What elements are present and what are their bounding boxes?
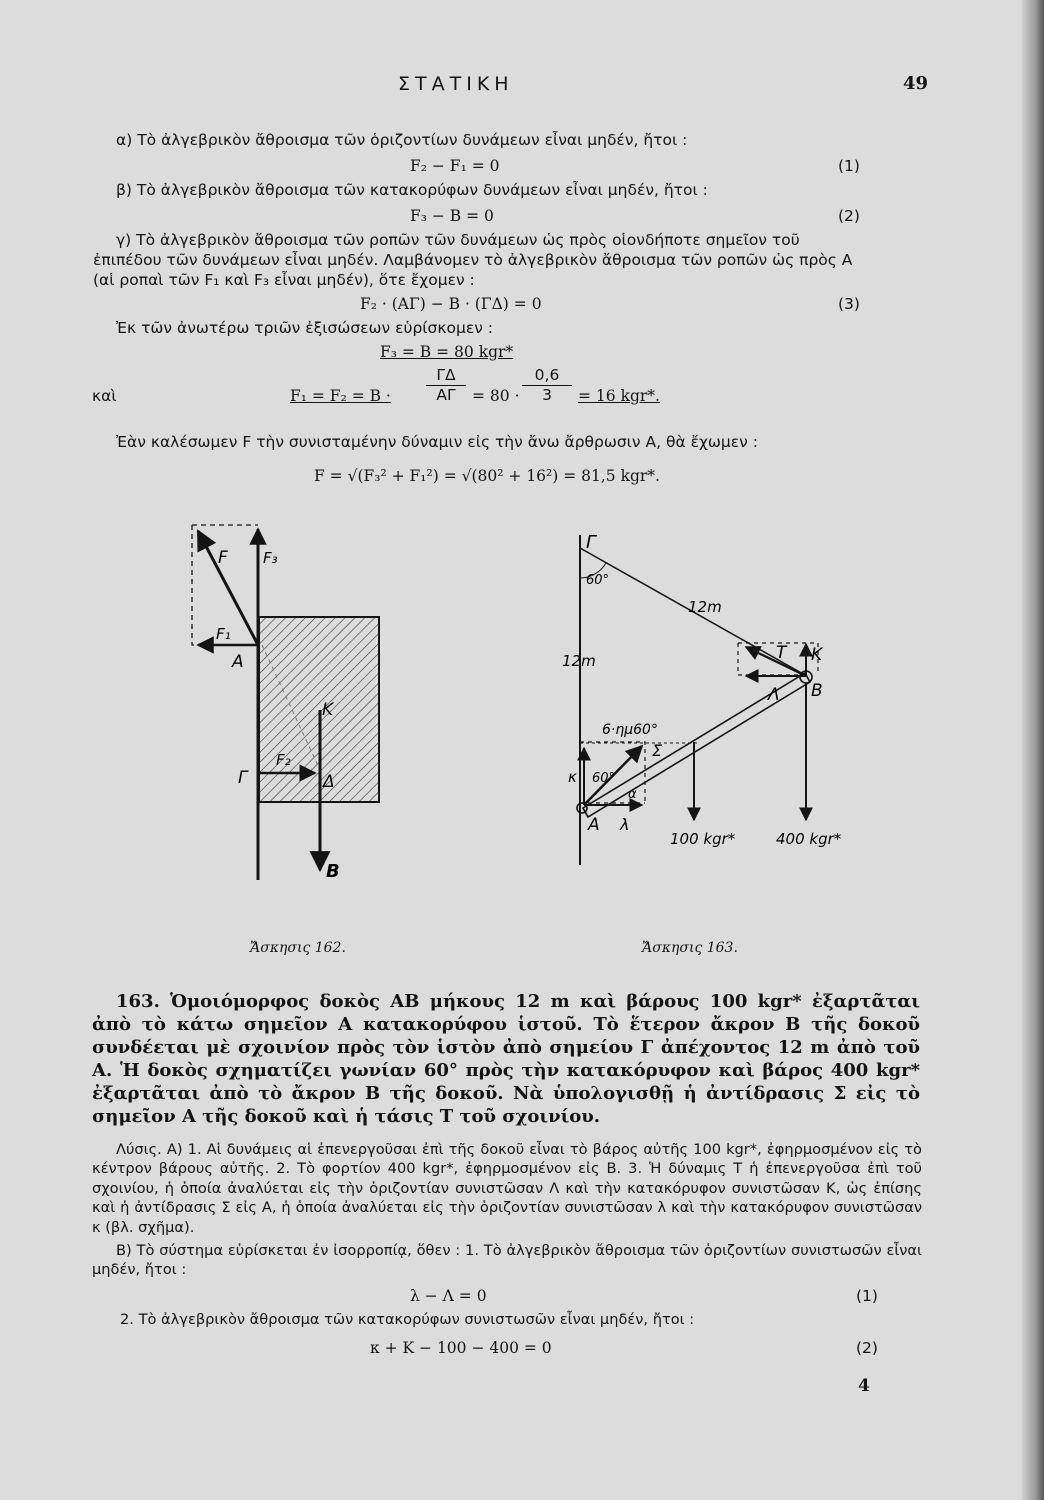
figure-163: [550, 520, 870, 870]
label-length-12m-mast: 12m: [562, 652, 596, 670]
caption-162: Ἄσκησις 162.: [250, 940, 346, 956]
page-spine-shadow: [1022, 0, 1044, 1500]
label-a: A: [588, 815, 600, 835]
solution-equation-1: λ − Λ = 0: [410, 1287, 487, 1305]
label-f3: F₃: [263, 549, 278, 567]
result-f3-b: F₃ = B = 80 kgr*: [380, 343, 514, 361]
caption-163: Ἄσκησις 163.: [642, 940, 738, 956]
result-f1-f2-mid: = 80 ·: [472, 387, 520, 405]
page-number: 49: [903, 73, 929, 94]
solution-paragraph-2: B) Τὸ σύστημα εὑρίσκεται ἐν ἰσορροπίᾳ, ὅθεν : 1. Τὸ ἀλγεβρικὸν ἄθροισμα τῶν ὁριζοντίων συνιστωσῶν εἶναι μηδέν, ἤτοι :: [92, 1242, 922, 1279]
result-f1-f2-right: = 16 kgr*.: [578, 387, 660, 405]
label-length-12m-rope: 12m: [688, 598, 722, 616]
solution-equation-1-number: (1): [856, 1287, 878, 1305]
text-resultant: Ἐὰν καλέσωμεν F τὴν συνισταμένην δύναμιν εἰς τὴν ἄνω ἄρθρωσιν A, θὰ ἔχωμεν :: [116, 433, 758, 451]
fraction-2-denominator: 3: [522, 385, 572, 404]
word-and: καὶ: [92, 387, 117, 405]
label-angle-60-bottom: 60°: [592, 771, 616, 786]
label-f: F: [218, 548, 228, 568]
problem-number: 163.: [116, 991, 160, 1012]
label-sigma: Σ: [652, 741, 663, 760]
label-b: B: [811, 681, 823, 701]
label-gamma: Γ: [586, 532, 597, 553]
label-alpha: α: [628, 787, 637, 802]
fraction-2: [522, 366, 572, 404]
signature-mark: 4: [858, 1376, 870, 1396]
label-t: T: [776, 643, 787, 663]
fraction-1-denominator: ΑΓ: [426, 385, 466, 404]
label-f2: F₂: [276, 751, 291, 769]
solution-equation-2-number: (2): [856, 1339, 878, 1357]
equation-3-number: (3): [838, 295, 860, 313]
text-from-equations: Ἐκ τῶν ἀνωτέρω τριῶν ἐξισώσεων εὑρίσκομεν :: [116, 319, 494, 337]
label-a: A: [232, 652, 244, 672]
equation-3: F₂ · (ΑΓ) − B · (ΓΔ) = 0: [360, 295, 542, 313]
text-condition-g-line2: ἐπιπέδου τῶν δυνάμεων εἶναι μηδέν. Λαμβάνομεν τὸ ἀλγεβρικὸν ἄθροισμα τῶν ροπῶν ὡς πρὸς A: [93, 251, 853, 269]
fraction-2-numerator: 0,6: [534, 366, 560, 384]
equation-resultant-f: F = √(F₃² + F₁²) = √(80² + 16²) = 81,5 kgr*.: [314, 467, 660, 485]
figure-162: [180, 515, 410, 885]
result-f1-f2-left: F₁ = F₂ = B ·: [290, 387, 391, 405]
fraction-1: [426, 366, 466, 404]
label-gamma: Γ: [238, 768, 248, 788]
label-kappa: κ: [568, 768, 577, 786]
text-condition-a: α) Τὸ ἀλγεβρικὸν ἄθροισμα τῶν ὁριζοντίων δυνάμεων εἶναι μηδέν, ἤτοι :: [116, 131, 688, 149]
label-lambda: λ: [620, 815, 630, 834]
solution-equation-2: κ + K − 100 − 400 = 0: [370, 1339, 552, 1357]
solution-paragraph-1: Λύσις. A) 1. Αἱ δυνάμεις αἱ ἐπενεργοῦσαι ἐπὶ τῆς δοκοῦ εἶναι τὸ βάρος αὐτῆς 100 kgr*, ἐφηρμοσμένον εἰς τὸ κέντρον βάρους αὐτῆς. 2. Τὸ φορτίον 400 kgr*, ἐφηρμοσμένον εἰς B. 3. Ἡ δύναμις T ἡ ἐπενεργοῦσα ἐπὶ τοῦ σχοινίου, ἡ ὁποία ἀναλύεται εἰς τὴν ὁριζοντίαν συνιστῶσαν Λ καὶ τὴν κατακόρυφον συνιστῶσαν K, ὡς ἐπίσης καὶ ἡ ἀντίδρασις Σ εἰς A, ἡ ὁποία ἀναλύεται εἰς τὴν ὁριζοντίαν συνιστῶσαν λ καὶ τὴν κατακόρυφον συνιστῶσαν κ (βλ. σχῆμα).: [92, 1141, 922, 1236]
equation-2-number: (2): [838, 207, 860, 225]
label-k: K: [322, 700, 334, 720]
problem-statement: Ὁμοιόμορφος δοκὸς AB μήκους 12 m καὶ βάρους 100 kgr* ἐξαρτᾶται ἀπὸ τὸ κάτω σημεῖον A κατακορύφου ἱστοῦ. Τὸ ἕτερον ἄκρον B τῆς δοκοῦ συνδέεται μὲ σχοινίον πρὸς τὸν ἱστὸν ἀπὸ σημείου Γ ἀπέχοντος 12 m ἀπὸ τοῦ A. Ἡ δοκὸς σχηματίζει γωνίαν 60° πρὸς τὴν κατακόρυφον καὶ βάρος 400 kgr* ἐξαρτᾶται ἀπὸ τὸ ἄκρον B τῆς δοκοῦ. Νὰ ὑπολογισθῇ ἡ ἀντίδρασις Σ εἰς τὸ σημεῖον A τῆς δοκοῦ καὶ ἡ τάσις T τοῦ σχοινίου.: [92, 991, 920, 1127]
label-angle-60-top: 60°: [586, 573, 610, 588]
running-header: ΣΤΑΤΙΚΗ: [398, 73, 514, 95]
equation-2: F₃ − B = 0: [410, 207, 494, 225]
label-weight-400: 400 kgr*: [776, 830, 842, 848]
equation-1: F₂ − F₁ = 0: [410, 157, 500, 175]
label-b: B: [326, 861, 340, 882]
label-delta: Δ: [323, 772, 335, 792]
text-condition-g-line1: γ) Τὸ ἀλγεβρικὸν ἄθροισμα τῶν ροπῶν τῶν δυνάμεων ὡς πρὸς οἱονδήποτε σημεῖον τοῦ: [116, 231, 800, 249]
label-6-sin60: 6·ημ60°: [602, 722, 658, 738]
label-weight-100: 100 kgr*: [670, 830, 736, 848]
text-condition-g-line3: (αἱ ροπαὶ τῶν F₁ καὶ F₃ εἶναι μηδέν), ὅτε ἔχομεν :: [93, 271, 475, 289]
problem-163: [92, 990, 920, 1128]
label-f1: F₁: [216, 625, 231, 643]
equation-1-number: (1): [838, 157, 860, 175]
text-condition-b: β) Τὸ ἀλγεβρικὸν ἄθροισμα τῶν κατακορύφων δυνάμεων εἶναι μηδέν, ἤτοι :: [116, 181, 708, 199]
label-k: K: [811, 645, 823, 665]
fraction-1-numerator: ΓΔ: [436, 366, 456, 384]
label-capital-lambda: Λ: [768, 685, 780, 705]
solution-paragraph-3: 2. Τὸ ἀλγεβρικὸν ἄθροισμα τῶν κατακορύφων συνιστωσῶν εἶναι μηδέν, ἤτοι :: [120, 1311, 695, 1328]
